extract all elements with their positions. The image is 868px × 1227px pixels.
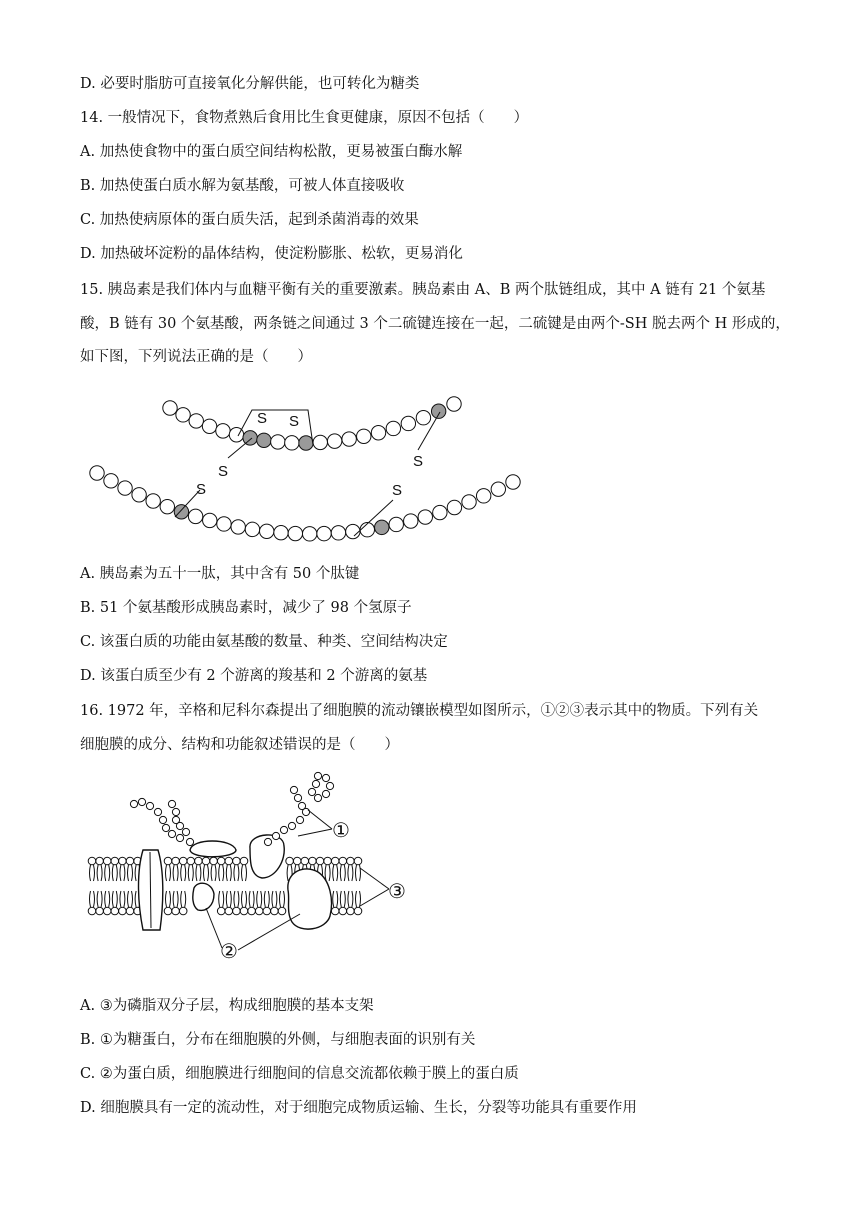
sugar-bead <box>314 772 321 779</box>
protein-inner-small <box>193 883 214 910</box>
phospholipid-head <box>293 857 301 865</box>
membrane-proteins <box>139 835 332 930</box>
q14-option-a: A. 加热使食物中的蛋白质空间结构松散，更易被蛋白酶水解 <box>80 144 463 160</box>
sugar-bead <box>176 834 183 841</box>
phospholipid-head <box>354 857 362 865</box>
sugar-bead <box>264 838 271 845</box>
q15-option-c: C. 该蛋白质的功能由氨基酸的数量、种类、空间结构决定 <box>80 634 448 650</box>
phospholipid-head <box>88 907 96 915</box>
sugar-bead <box>322 790 329 797</box>
sugar-bead <box>322 774 329 781</box>
q14-stem: 14. 一般情况下，食物煮熟后食用比生食更健康，原因不包括（ ） <box>80 110 529 126</box>
sugar-bead <box>294 794 301 801</box>
phospholipid-head <box>88 857 96 865</box>
phospholipid-head <box>202 857 210 865</box>
q15-option-a: A. 胰岛素为五十一肽，其中含有 50 个肽键 <box>80 566 360 582</box>
phospholipid-head <box>233 857 241 865</box>
phospholipid-head <box>354 907 362 915</box>
phospholipid-head <box>126 857 134 865</box>
sulfur-label: S <box>392 482 403 499</box>
q15-option-b: B. 51 个氨基酸形成胰岛素时，减少了 98 个氢原子 <box>80 600 412 616</box>
phospholipid-head <box>339 907 347 915</box>
label-3: ③ <box>388 879 406 903</box>
sugar-bead <box>280 826 287 833</box>
phospholipid-head <box>195 857 203 865</box>
sugar-bead <box>182 828 189 835</box>
sulfur-label: S <box>413 453 424 470</box>
sugar-bead <box>162 824 169 831</box>
phospholipid-head <box>111 907 119 915</box>
phospholipid-head <box>248 907 256 915</box>
phospholipid-head <box>103 857 111 865</box>
sulfur-label: S <box>257 410 268 427</box>
q15-option-d: D. 该蛋白质至少有 2 个游离的羧基和 2 个游离的氨基 <box>80 668 428 684</box>
sugar-bead <box>290 786 297 793</box>
sugar-bead <box>296 816 303 823</box>
phospholipid-head <box>164 857 172 865</box>
sugar-bead <box>288 822 295 829</box>
sugar-bead <box>146 802 153 809</box>
sulfur-label: S <box>196 481 207 498</box>
q16-stem-line2: 细胞膜的成分、结构和功能叙述错误的是（ ） <box>80 737 399 753</box>
phospholipid-head <box>309 857 317 865</box>
phospholipid-head <box>271 907 279 915</box>
phospholipid-head <box>339 857 347 865</box>
phospholipid-head <box>96 857 104 865</box>
phospholipid-head <box>301 857 309 865</box>
phospholipid-head <box>331 857 339 865</box>
q14-option-b: B. 加热使蛋白质水解为氨基酸，可被人体直接吸收 <box>80 178 405 194</box>
phospholipid-head <box>103 907 111 915</box>
phospholipid-head <box>187 857 195 865</box>
sugar-bead <box>168 800 175 807</box>
phospholipid-head <box>217 907 225 915</box>
phospholipid-head <box>240 857 248 865</box>
q14-option-c: C. 加热使病原体的蛋白质失活，起到杀菌消毒的效果 <box>80 212 419 228</box>
sugar-bead <box>159 816 166 823</box>
phospholipid-head <box>111 857 119 865</box>
phospholipid-head <box>179 857 187 865</box>
label-1: ① <box>332 818 350 842</box>
sugar-bead <box>272 832 279 839</box>
sugar-bead <box>130 800 137 807</box>
phospholipid-head <box>286 857 294 865</box>
phospholipid-head <box>225 857 233 865</box>
phospholipid-head <box>316 857 324 865</box>
phospholipid-head <box>347 857 355 865</box>
sugar-bead <box>326 782 333 789</box>
phospholipid-head <box>210 857 218 865</box>
phospholipid-head <box>172 857 180 865</box>
q14-option-d: D. 加热破坏淀粉的晶体结构，使淀粉膨胀、松软，更易消化 <box>80 246 463 262</box>
q16-option-c: C. ②为蛋白质，细胞膜进行细胞间的信息交流都依赖于膜上的蛋白质 <box>80 1066 519 1082</box>
sugar-bead <box>314 794 321 801</box>
sulfur-label: S <box>289 413 300 430</box>
q16-option-d: D. 细胞膜具有一定的流动性，对于细胞完成物质运输、生长，分裂等功能具有重要作用 <box>80 1100 637 1116</box>
phospholipid-head <box>347 907 355 915</box>
phospholipid-head <box>172 907 180 915</box>
phospholipid-head <box>324 857 332 865</box>
sugar-bead <box>154 808 161 815</box>
sugar-bead <box>172 808 179 815</box>
sulfur-label: S <box>218 463 229 480</box>
q16-option-a: A. ③为磷脂双分子层，构成细胞膜的基本支架 <box>80 998 374 1014</box>
label-2: ② <box>220 939 238 963</box>
phospholipid-head <box>233 907 241 915</box>
phospholipid-head <box>179 907 187 915</box>
q15-stem-line1: 15. 胰岛素是我们体内与血糖平衡有关的重要激素。胰岛素由 A、B 两个肽链组成，其中 A 链有 21 个氨基 <box>80 282 766 298</box>
phospholipid-head <box>126 907 134 915</box>
sugar-bead <box>186 838 193 845</box>
q15-stem-line2: 酸，B 链有 30 个氨基酸，两条链之间通过 3 个二硫键连接在一起，二硫键是由两个-SH 脱去两个 H 形成的， <box>80 316 790 332</box>
q16-stem-line1: 16. 1972 年，辛格和尼科尔森提出了细胞膜的流动镶嵌模型如图所示，①②③表示其中的物质。下列有关 <box>80 703 759 719</box>
sugar-bead <box>302 808 309 815</box>
peripheral-protein <box>190 841 236 857</box>
phospholipid-head <box>331 907 339 915</box>
sugar-bead <box>308 788 315 795</box>
q13-option-d: D. 必要时脂肪可直接氧化分解供能，也可转化为糖类 <box>80 76 420 92</box>
phospholipid-head <box>225 907 233 915</box>
sugar-bead <box>138 798 145 805</box>
phospholipid-head <box>255 907 263 915</box>
phospholipid-head <box>263 907 271 915</box>
phospholipid-head <box>96 907 104 915</box>
sugar-bead <box>312 780 319 787</box>
sugar-bead <box>168 830 175 837</box>
phospholipid-head <box>217 857 225 865</box>
protein-transmembrane-large <box>288 869 332 929</box>
q15-stem-line3: 如下图，下列说法正确的是（ ） <box>80 349 312 365</box>
q16-option-b: B. ①为糖蛋白，分布在细胞膜的外侧，与细胞表面的识别有关 <box>80 1032 476 1048</box>
phospholipid-head <box>278 907 286 915</box>
phospholipid-head <box>164 907 172 915</box>
phospholipid-head <box>119 857 127 865</box>
phospholipid-head <box>240 907 248 915</box>
phospholipid-head <box>119 907 127 915</box>
sugar-bead <box>176 822 183 829</box>
